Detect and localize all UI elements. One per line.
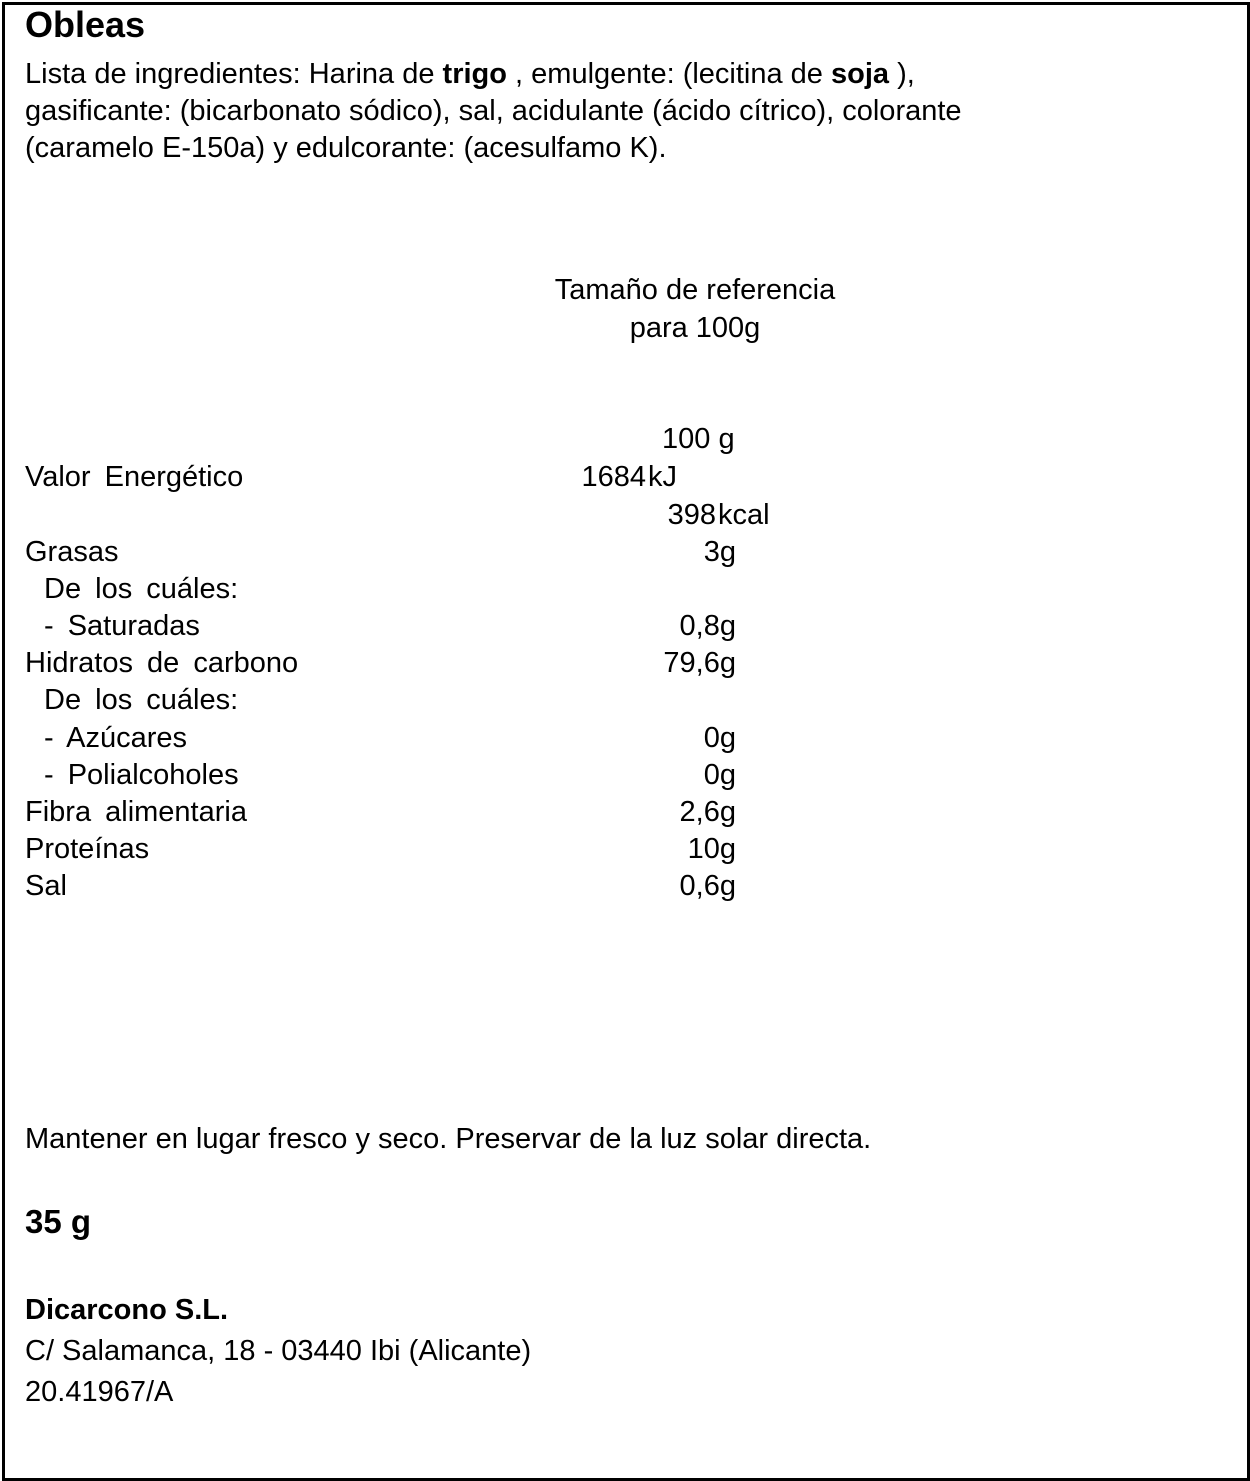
net-weight: 35 g bbox=[25, 1203, 92, 1240]
nutrient-value: 3g bbox=[703, 536, 736, 568]
nutrient-label: Hidratos de carbono bbox=[25, 647, 299, 679]
nutrient-sublabel: De los cuáles: bbox=[44, 684, 239, 716]
ingredients-line-2: gasificante: (bicarbonato sódico), sal, acidulante (ácido cítrico), colorante bbox=[25, 95, 962, 127]
label-frame bbox=[2, 2, 1250, 1481]
nutrient-sublabel: De los cuáles: bbox=[44, 573, 239, 605]
nutrient-value: 0,6g bbox=[679, 870, 736, 902]
nutrient-value: 79,6g bbox=[663, 647, 736, 679]
nutrient-value: 0,8g bbox=[679, 610, 736, 642]
nutrient-label: Fibra alimentaria bbox=[25, 796, 247, 828]
reference-size-line-1: Tamaño de referencia bbox=[554, 274, 836, 306]
nutrient-label: - Saturadas bbox=[44, 610, 200, 642]
energy-label: Valor Energético bbox=[25, 461, 244, 493]
energy-kcal-unit: kcal bbox=[718, 499, 770, 531]
nutrient-label: Proteínas bbox=[25, 833, 150, 865]
storage-instructions: Mantener en lugar fresco y seco. Preservar de la luz solar directa. bbox=[25, 1123, 872, 1155]
energy-kj-value: 1684 bbox=[581, 461, 646, 493]
nutrient-value: 2,6g bbox=[679, 796, 736, 828]
nutrient-value: 0g bbox=[703, 759, 736, 791]
nutrient-label: - Azúcares bbox=[44, 722, 187, 754]
allergen-soy: soja bbox=[831, 58, 890, 90]
company-address: C/ Salamanca, 18 - 03440 Ibi (Alicante) bbox=[25, 1335, 532, 1367]
nutrition-column-header: 100 g bbox=[662, 423, 735, 455]
nutrient-label: Sal bbox=[25, 870, 67, 902]
ingredients-line-1: Lista de ingredientes: Harina de trigo , emulgente: (lecitina de soja ), bbox=[25, 58, 915, 90]
nutrient-value: 0g bbox=[703, 722, 736, 754]
nutrient-label: - Polialcoholes bbox=[44, 759, 239, 791]
registry-number: 20.41967/A bbox=[25, 1376, 174, 1408]
ingredients-list bbox=[25, 56, 962, 167]
nutrient-value: 10g bbox=[687, 833, 736, 865]
nutrient-label: Grasas bbox=[25, 536, 119, 568]
product-title: Obleas bbox=[25, 4, 146, 45]
energy-kcal-value: 398 bbox=[667, 499, 716, 531]
reference-size-line-2: para 100g bbox=[629, 312, 761, 344]
energy-kj-unit: kJ bbox=[648, 461, 677, 493]
ingredients-line-3: (caramelo E-150a) y edulcorante: (acesulfamo K). bbox=[25, 132, 667, 164]
company-name: Dicarcono S.L. bbox=[25, 1294, 229, 1326]
allergen-wheat: trigo bbox=[442, 58, 507, 90]
